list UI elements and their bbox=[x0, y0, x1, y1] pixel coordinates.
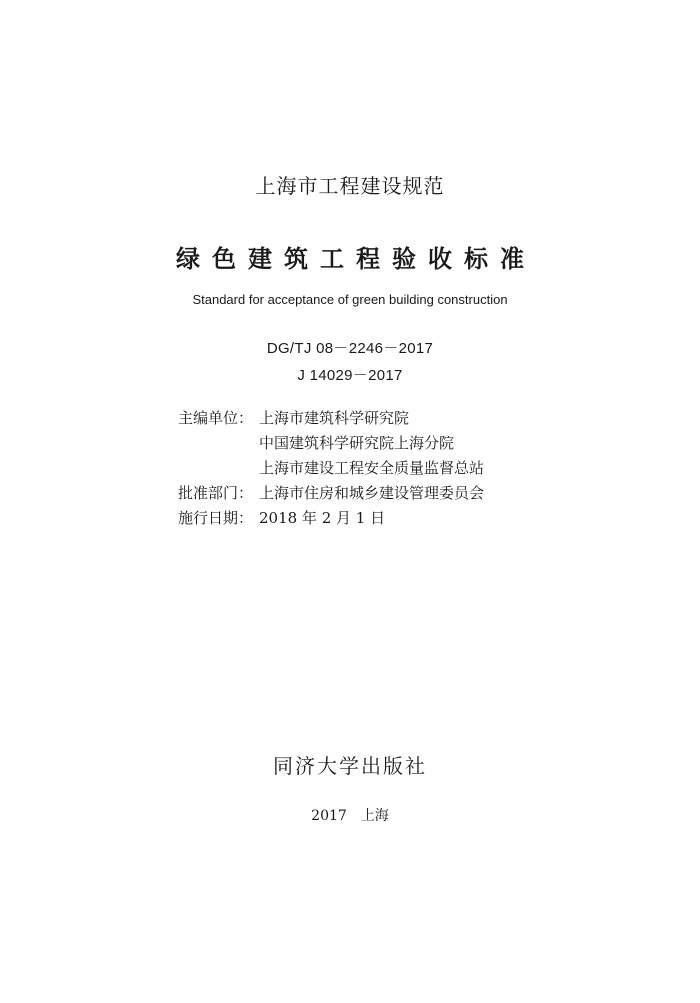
publication-city: 上海 bbox=[360, 808, 389, 824]
editor-unit-1: 上海市建筑科学研究院 bbox=[259, 409, 410, 427]
record-number: J 14029－2017 bbox=[297, 367, 403, 384]
editor-unit-3: 上海市建设工程安全质量监督总站 bbox=[259, 459, 485, 477]
publication-year: 2017 bbox=[311, 808, 347, 824]
editor-label: 主编单位： bbox=[178, 409, 254, 427]
approval-label: 批准部门： bbox=[178, 484, 254, 502]
approval-value: 上海市住房和城乡建设管理委员会 bbox=[259, 484, 485, 502]
publication-place bbox=[0, 805, 700, 825]
standard-code: DG/TJ 08－2246－2017 bbox=[266, 340, 434, 357]
publisher-name: 同济大学出版社 bbox=[273, 754, 427, 778]
series-title: 上海市工程建设规范 bbox=[255, 174, 445, 198]
effective-date-label: 施行日期： bbox=[178, 509, 254, 527]
editor-unit-2: 中国建筑科学研究院上海分院 bbox=[259, 434, 455, 452]
main-title: 绿色建筑工程验收标准 bbox=[176, 245, 536, 273]
english-title: Standard for acceptance of green building construction bbox=[192, 292, 508, 307]
effective-date-value: 2018 年 2 月 1 日 bbox=[259, 509, 386, 527]
